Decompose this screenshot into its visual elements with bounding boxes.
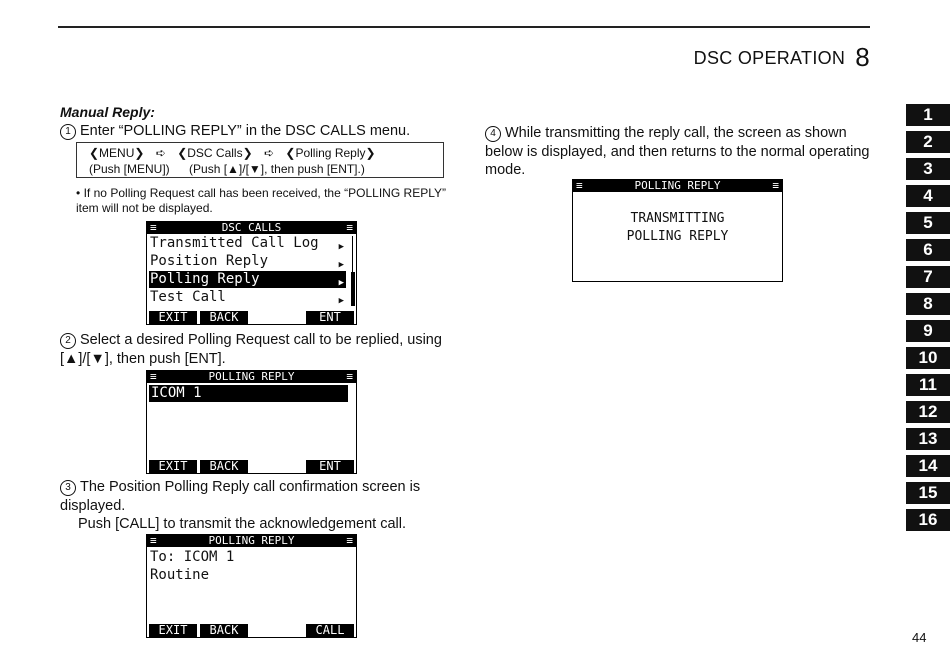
lcd-title-bar (147, 535, 356, 547)
lcd-title: POLLING REPLY (634, 179, 721, 192)
softkey-bar (147, 310, 356, 324)
header-rule (58, 26, 870, 28)
softkey-bar (147, 459, 356, 473)
step-4-text: While transmitting the reply call, the screen as shown below is displayed, and then returns to the normal operating mode. (485, 125, 870, 178)
confirm-category-line: Routine (150, 567, 210, 583)
chapter-tab-10[interactable]: 10 (906, 347, 950, 369)
chapter-tab-14[interactable]: 14 (906, 455, 950, 477)
menu-icon: ≡ (346, 370, 353, 383)
chapter-tab-13[interactable]: 13 (906, 428, 950, 450)
chapter-number: 8 (855, 42, 870, 72)
chapter-tab-3[interactable]: 3 (906, 158, 950, 180)
chevron-right-icon: ▶ (338, 260, 344, 270)
chapter-tab-16[interactable]: 16 (906, 509, 950, 531)
back-softkey[interactable]: BACK (200, 460, 248, 473)
menu-item-transmitted-call-log[interactable]: Transmitted Call Log ▶ (150, 235, 346, 252)
step-2-number: 2 (60, 333, 76, 349)
chapter-tab-11[interactable]: 11 (906, 374, 950, 396)
push-menu-text: (Push [MENU]) (89, 162, 170, 176)
lcd-polling-list (146, 370, 357, 474)
menu-icon: ≡ (576, 179, 583, 192)
section-title: DSC OPERATION (693, 48, 846, 68)
menu-key: ❮MENU❯ (89, 146, 145, 160)
chevron-right-icon: ▶ (338, 278, 344, 288)
menu-icon: ≡ (150, 221, 157, 234)
page-number: 44 (912, 630, 927, 645)
step-3 (60, 478, 445, 533)
polling-note: • If no Polling Request call has been received, the “POLLING REPLY” item will not be displayed. (76, 186, 446, 215)
lcd-title: DSC CALLS (221, 221, 282, 234)
scrollbar-thumb[interactable] (351, 272, 355, 306)
step-4-number: 4 (485, 126, 501, 142)
chapter-tab-4[interactable]: 4 (906, 185, 950, 207)
menu-icon: ≡ (346, 221, 353, 234)
back-softkey[interactable]: BACK (200, 311, 248, 324)
chevron-right-icon: ▶ (338, 242, 344, 252)
chevron-right-icon: ▶ (338, 296, 344, 306)
step-1 (60, 122, 450, 141)
lcd-title: POLLING REPLY (208, 370, 295, 383)
menu-path-box (76, 142, 444, 178)
lcd-dsc-calls (146, 221, 357, 325)
chapter-tab-12[interactable]: 12 (906, 401, 950, 423)
lcd-title-bar (147, 371, 356, 383)
step-2 (60, 331, 445, 368)
step-3-number: 3 (60, 480, 76, 496)
dsc-calls-key: ❮DSC Calls❯ (177, 146, 253, 160)
lcd-title-bar (147, 222, 356, 234)
lcd-transmitting (572, 179, 783, 282)
polling-reply-key: ❮Polling Reply❯ (285, 146, 376, 160)
transmitting-line-1: TRANSMITTING (630, 211, 725, 226)
menu-icon: ≡ (346, 534, 353, 547)
exit-softkey[interactable]: EXIT (149, 311, 197, 324)
chapter-tab-6[interactable]: 6 (906, 239, 950, 261)
section-header (660, 40, 870, 71)
menu-icon: ≡ (150, 534, 157, 547)
ent-softkey[interactable]: ENT (306, 460, 354, 473)
transmitting-line-2: POLLING REPLY (626, 229, 729, 244)
menu-item-test-call[interactable]: Test Call ▶ (150, 289, 346, 306)
step-4 (485, 124, 871, 179)
confirm-to-line: To: ICOM 1 (150, 549, 235, 565)
arrow-icon: ➪ (264, 146, 275, 160)
lcd-title: POLLING REPLY (208, 534, 295, 547)
step-1-number: 1 (60, 124, 76, 140)
push-updown-text: (Push [▲]/[▼], then push [ENT].) (189, 162, 365, 176)
chapter-tab-15[interactable]: 15 (906, 482, 950, 504)
softkey-bar (147, 623, 356, 637)
menu-item-position-reply[interactable]: Position Reply ▶ (150, 253, 346, 270)
call-softkey[interactable]: CALL (306, 624, 354, 637)
chapter-tab-2[interactable]: 2 (906, 131, 950, 153)
lcd-title-bar (573, 180, 782, 192)
step-3-text-2: Push [CALL] to transmit the acknowledgement call. (78, 516, 407, 532)
chapter-tab-1[interactable]: 1 (906, 104, 950, 126)
chapter-tab-7[interactable]: 7 (906, 266, 950, 288)
step-3-text: The Position Polling Reply call confirmation screen is displayed. (60, 479, 421, 514)
manual-reply-heading: Manual Reply: (60, 104, 155, 120)
lcd-confirm (146, 534, 357, 638)
menu-icon: ≡ (150, 370, 157, 383)
step-1-text: Enter “POLLING REPLY” in the DSC CALLS menu. (80, 123, 411, 139)
chapter-tab-5[interactable]: 5 (906, 212, 950, 234)
chapter-tab-9[interactable]: 9 (906, 320, 950, 342)
ent-softkey[interactable]: ENT (306, 311, 354, 324)
menu-item-polling-reply[interactable]: Polling Reply ▶ (149, 271, 346, 288)
back-softkey[interactable]: BACK (200, 624, 248, 637)
exit-softkey[interactable]: EXIT (149, 460, 197, 473)
exit-softkey[interactable]: EXIT (149, 624, 197, 637)
polling-item-icom-1[interactable]: ICOM 1 (149, 385, 348, 402)
arrow-icon: ➪ (155, 146, 166, 160)
menu-icon: ≡ (772, 179, 779, 192)
chapter-tab-8[interactable]: 8 (906, 293, 950, 315)
step-2-text: Select a desired Polling Request call to be replied, using [▲]/[▼], then push [ENT]. (60, 332, 442, 367)
